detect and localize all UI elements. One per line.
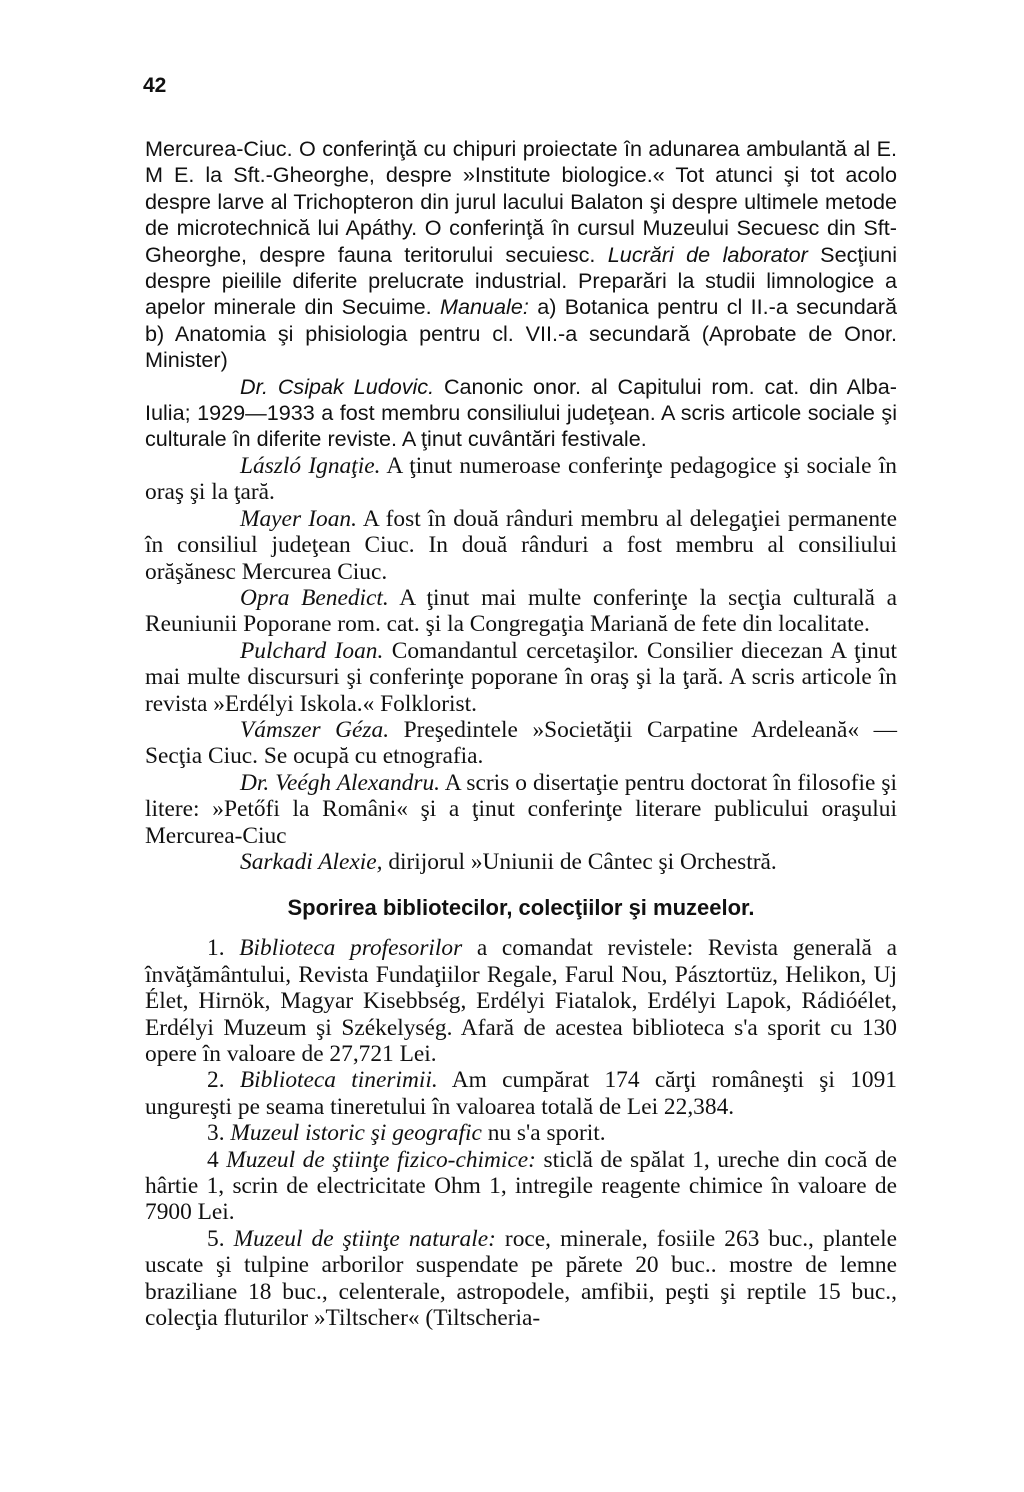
list-item (145, 1226, 897, 1332)
person-text: A fost în două rânduri membru al delegaţiei permanente în consiliul judeţean Ciuc. In două rânduri a fost membru al consiliului orăşănesc Mercurea Ciuc. (145, 505, 897, 585)
list-item (145, 935, 897, 1067)
person-name: László Ignaţie. (240, 452, 381, 479)
person-entry-opra (145, 585, 897, 638)
person-name: Sarkadi Alexie, (240, 848, 383, 875)
item-title: Biblioteca profesorilor (239, 935, 463, 962)
person-name: Dr. Csipak Ludovic. (240, 373, 435, 399)
paragraph-mercurea-ciuc (145, 136, 897, 374)
person-text: Canonic onor. al Capitului rom. cat. din Alba-Iulia; 1929—1933 a fost membru consiliului judeţean. A scris articole sociale şi culturale în diferite reviste. A ţinut cuvântări festivale. (145, 373, 897, 452)
item-text: nu s'a sporit. (481, 1120, 606, 1147)
person-entry-pulchard (145, 638, 897, 717)
person-text: Preşedintele »Societăţii Carpatine Ardeleană« — Secţia Ciuc. Se ocupă cu etnografia. (145, 716, 897, 770)
person-entry-sarkadi (145, 849, 897, 875)
lab-works-text: Secţiuni despre pieilile diferite prelucrate industrial. Preparări la studii limnologice a apelor minerale din Secuime. (145, 241, 897, 320)
paragraph-text: Mercurea-Ciuc. O conferinţă cu chipuri proiectate în adunarea ambulantă al E. M E. la Sft.-Gheorghe, despre »Institute biologice.« Tot atunci şi tot acolo despre larve al Trichopteron din jurul lacului Balaton şi despre ultimele metode de microtechnică lui Apáthy. O conferinţă în cursul Muzeului Secuesc din Sft-Gheorghe, despre fauna teritorului secuiesc. (145, 136, 897, 267)
list-item (145, 1147, 897, 1226)
item-number: 4 (207, 1146, 219, 1173)
person-text: A ţinut numeroase conferinţe pedagogice şi sociale în oraş şi la ţară. (145, 452, 897, 506)
person-entry-laszlo (145, 453, 897, 506)
lab-works-title: Lucrări de laborator (607, 241, 808, 267)
item-number: 1. (207, 935, 225, 962)
person-name: Dr. Veégh Alexandru. (240, 769, 441, 796)
page-body (145, 136, 897, 1331)
list-item (145, 1067, 897, 1120)
person-name: Opra Benedict. (240, 584, 389, 611)
list-item (145, 1120, 897, 1146)
page-number: 42 (143, 74, 167, 97)
item-title: Biblioteca tinerimii. (239, 1067, 438, 1094)
person-name: Pulchard Ioan. (240, 637, 384, 664)
item-title: Muzeul istoric şi geografic (230, 1120, 482, 1147)
manuals-text: a) Botanica pentru cl II.-a secundară b) Anatomia şi phisiologia pentru cl. VII.-a secundară (Aprobate de Onor. Minister) (145, 294, 898, 373)
item-number: 2. (207, 1067, 225, 1094)
item-number: 3. (207, 1120, 225, 1147)
person-text: A scris o disertaţie pentru doctorat în filosofie şi litere: »Petőfi la Români« şi a ţinut conferinţe literare publicului oraşului Mercurea-Ciuc (145, 769, 898, 849)
person-name: Vámszer Géza. (240, 716, 390, 743)
section-heading: Sporirea bibliotecilor, colecţiilor şi muzeelor. (287, 895, 755, 921)
item-number: 5. (207, 1225, 225, 1252)
item-text: Am cumpărat 174 cărţi româneşti şi 1091 ungureşti pe seama tineretului în valoarea totală de Lei 22,384. (145, 1067, 897, 1120)
person-name: Mayer Ioan. (240, 505, 357, 532)
person-text: Comandantul cercetaşilor. Consilier diecezan A ţinut mai multe discursuri şi conferinţe poporane în oraş şi la ţară. A scris articole în revista »Erdélyi Iskola.« Folklorist. (145, 637, 898, 717)
person-entry-vamszer (145, 717, 897, 770)
person-entry-veegh (145, 770, 897, 849)
item-title: Muzeul de ştiinţe fizico-chimice: (226, 1146, 536, 1173)
item-text: sticlă de spălat 1, ureche din cocă de hârtie 1, scrin de electricitate Ohm 1, intregile reagente chimice în valoare de 7900 Lei. (145, 1146, 897, 1226)
person-entry-mayer (145, 506, 897, 585)
item-text: a comandat revistele: Revista generală a învăţământului, Revista Fundaţiilor Regale, Farul Nou, Pásztortüz, Helikon, Uj Élet, Hirnök, Magyar Kisebbség, Erdélyi Fiatalok, Erdélyi Lapok, Rádióélet, Erdélyi Muzeum şi Székelység. Afară de acestea biblioteca s'a sporit cu 130 opere în valoare de 27,721 Lei. (145, 935, 897, 1067)
person-text: A ţinut mai multe conferinţe la secţia culturală a Reuniunii Poporane rom. cat. şi la Congregaţia Mariană de fete din localitate. (145, 584, 897, 638)
person-text: dirijorul »Uniunii de Cântec şi Orchestră. (382, 848, 777, 875)
person-entry-csipak (145, 374, 897, 453)
item-title: Muzeul de ştiinţe naturale: (233, 1225, 496, 1252)
manuals-title: Manuale: (440, 294, 529, 320)
item-text: roce, minerale, fosiile 263 buc., plantele uscate şi tulpine arborilor suspendate pe părete 20 buc.. mostre de lemne braziliane 18 buc., celenterale, astropodele, amfibii, peşti şi reptile 15 buc., colecţia fluturilor »Tiltscher« (Tiltscheria- (145, 1225, 897, 1332)
